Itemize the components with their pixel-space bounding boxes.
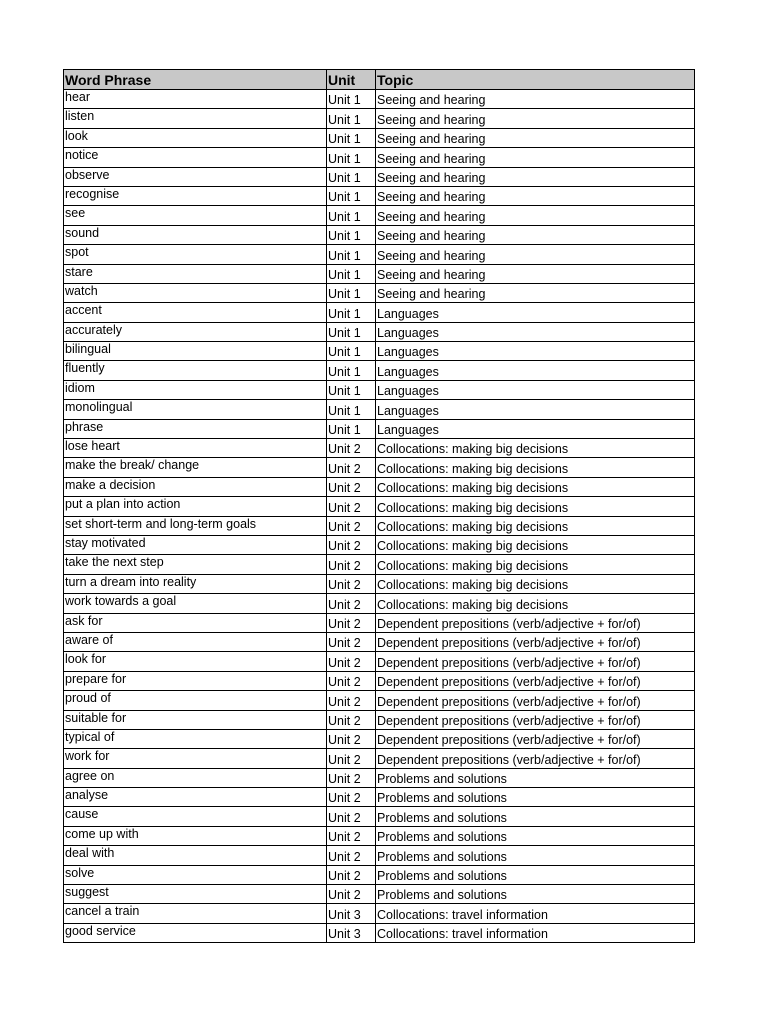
table-row bbox=[64, 206, 695, 225]
word-phrase-cell[interactable]: sound bbox=[64, 225, 327, 244]
unit-cell[interactable]: Unit 2 bbox=[327, 691, 376, 710]
topic-cell[interactable]: Seeing and hearing bbox=[376, 109, 695, 128]
unit-cell[interactable]: Unit 2 bbox=[327, 652, 376, 671]
topic-cell[interactable]: Seeing and hearing bbox=[376, 167, 695, 186]
table-row bbox=[64, 535, 695, 554]
table-row bbox=[64, 186, 695, 205]
topic-cell[interactable]: Dependent prepositions (verb/adjective + for/of) bbox=[376, 632, 695, 651]
topic-cell[interactable]: Problems and solutions bbox=[376, 768, 695, 787]
table-row bbox=[64, 923, 695, 942]
unit-cell[interactable]: Unit 2 bbox=[327, 671, 376, 690]
topic-cell[interactable]: Languages bbox=[376, 361, 695, 380]
word-phrase-cell[interactable]: stare bbox=[64, 264, 327, 283]
word-phrase-cell[interactable]: aware of bbox=[64, 632, 327, 651]
column-header-unit: Unit bbox=[327, 70, 376, 90]
word-phrase-cell[interactable]: accent bbox=[64, 303, 327, 322]
table-row bbox=[64, 497, 695, 516]
topic-cell[interactable]: Problems and solutions bbox=[376, 885, 695, 904]
topic-cell[interactable]: Collocations: making big decisions bbox=[376, 439, 695, 458]
table-row bbox=[64, 710, 695, 729]
table-row bbox=[64, 846, 695, 865]
unit-cell[interactable]: Unit 2 bbox=[327, 768, 376, 787]
column-header-word-phrase: Word Phrase bbox=[64, 70, 327, 90]
word-phrase-cell[interactable]: deal with bbox=[64, 846, 327, 865]
word-phrase-cell[interactable]: make the break/ change bbox=[64, 458, 327, 477]
unit-cell[interactable]: Unit 2 bbox=[327, 885, 376, 904]
unit-cell[interactable]: Unit 2 bbox=[327, 497, 376, 516]
vocabulary-sheet bbox=[63, 69, 694, 943]
topic-cell[interactable]: Languages bbox=[376, 342, 695, 361]
unit-cell[interactable]: Unit 1 bbox=[327, 361, 376, 380]
table-row bbox=[64, 225, 695, 244]
unit-cell[interactable]: Unit 1 bbox=[327, 109, 376, 128]
topic-cell[interactable]: Languages bbox=[376, 400, 695, 419]
word-phrase-cell[interactable]: prepare for bbox=[64, 671, 327, 690]
word-phrase-cell[interactable]: ask for bbox=[64, 613, 327, 632]
unit-cell[interactable]: Unit 1 bbox=[327, 283, 376, 302]
table-row bbox=[64, 613, 695, 632]
header-row bbox=[64, 70, 695, 90]
word-phrase-cell[interactable]: listen bbox=[64, 109, 327, 128]
topic-cell[interactable]: Dependent prepositions (verb/adjective + for/of) bbox=[376, 729, 695, 748]
table-row bbox=[64, 768, 695, 787]
word-phrase-cell[interactable]: spot bbox=[64, 245, 327, 264]
unit-cell[interactable]: Unit 2 bbox=[327, 555, 376, 574]
table-row bbox=[64, 380, 695, 399]
word-phrase-cell[interactable]: proud of bbox=[64, 691, 327, 710]
word-phrase-cell[interactable]: agree on bbox=[64, 768, 327, 787]
topic-cell[interactable]: Dependent prepositions (verb/adjective + for/of) bbox=[376, 710, 695, 729]
unit-cell[interactable]: Unit 1 bbox=[327, 245, 376, 264]
topic-cell[interactable]: Dependent prepositions (verb/adjective + for/of) bbox=[376, 652, 695, 671]
word-phrase-cell[interactable]: accurately bbox=[64, 322, 327, 341]
table-row bbox=[64, 167, 695, 186]
table-row bbox=[64, 245, 695, 264]
table-row bbox=[64, 885, 695, 904]
word-phrase-cell[interactable]: come up with bbox=[64, 826, 327, 845]
unit-cell[interactable]: Unit 2 bbox=[327, 710, 376, 729]
word-phrase-cell[interactable]: idiom bbox=[64, 380, 327, 399]
table-row bbox=[64, 322, 695, 341]
word-phrase-cell[interactable]: bilingual bbox=[64, 342, 327, 361]
topic-cell[interactable]: Problems and solutions bbox=[376, 846, 695, 865]
table-row bbox=[64, 400, 695, 419]
table-body bbox=[64, 90, 695, 943]
unit-cell[interactable]: Unit 3 bbox=[327, 923, 376, 942]
word-phrase-cell[interactable]: observe bbox=[64, 167, 327, 186]
unit-cell[interactable]: Unit 1 bbox=[327, 128, 376, 147]
unit-cell[interactable]: Unit 1 bbox=[327, 186, 376, 205]
unit-cell[interactable]: Unit 1 bbox=[327, 225, 376, 244]
table-row bbox=[64, 516, 695, 535]
word-phrase-cell[interactable]: see bbox=[64, 206, 327, 225]
topic-cell[interactable]: Seeing and hearing bbox=[376, 283, 695, 302]
word-phrase-cell[interactable]: work for bbox=[64, 749, 327, 768]
unit-cell[interactable]: Unit 1 bbox=[327, 342, 376, 361]
table-row bbox=[64, 749, 695, 768]
table-row bbox=[64, 283, 695, 302]
topic-cell[interactable]: Collocations: making big decisions bbox=[376, 497, 695, 516]
topic-cell[interactable]: Languages bbox=[376, 322, 695, 341]
topic-cell[interactable]: Seeing and hearing bbox=[376, 245, 695, 264]
word-phrase-cell[interactable]: suitable for bbox=[64, 710, 327, 729]
topic-cell[interactable]: Problems and solutions bbox=[376, 788, 695, 807]
unit-cell[interactable]: Unit 1 bbox=[327, 206, 376, 225]
table-row bbox=[64, 904, 695, 923]
word-phrase-cell[interactable]: work towards a goal bbox=[64, 594, 327, 613]
unit-cell[interactable]: Unit 2 bbox=[327, 594, 376, 613]
topic-cell[interactable]: Collocations: making big decisions bbox=[376, 555, 695, 574]
unit-cell[interactable]: Unit 2 bbox=[327, 574, 376, 593]
topic-cell[interactable]: Collocations: making big decisions bbox=[376, 574, 695, 593]
word-phrase-cell[interactable]: hear bbox=[64, 90, 327, 109]
word-phrase-cell[interactable]: fluently bbox=[64, 361, 327, 380]
unit-cell[interactable]: Unit 1 bbox=[327, 264, 376, 283]
unit-cell[interactable]: Unit 2 bbox=[327, 846, 376, 865]
table-row bbox=[64, 419, 695, 438]
unit-cell[interactable]: Unit 2 bbox=[327, 749, 376, 768]
table-row bbox=[64, 148, 695, 167]
table-row bbox=[64, 90, 695, 109]
topic-cell[interactable]: Seeing and hearing bbox=[376, 206, 695, 225]
table-row bbox=[64, 439, 695, 458]
word-phrase-cell[interactable]: set short-term and long-term goals bbox=[64, 516, 327, 535]
word-phrase-cell[interactable]: stay motivated bbox=[64, 535, 327, 554]
topic-cell[interactable]: Collocations: making big decisions bbox=[376, 516, 695, 535]
topic-cell[interactable]: Collocations: making big decisions bbox=[376, 594, 695, 613]
unit-cell[interactable]: Unit 2 bbox=[327, 788, 376, 807]
topic-cell[interactable]: Seeing and hearing bbox=[376, 264, 695, 283]
word-phrase-cell[interactable]: monolingual bbox=[64, 400, 327, 419]
word-phrase-cell[interactable]: notice bbox=[64, 148, 327, 167]
table-row bbox=[64, 691, 695, 710]
unit-cell[interactable]: Unit 2 bbox=[327, 516, 376, 535]
word-phrase-cell[interactable]: suggest bbox=[64, 885, 327, 904]
word-phrase-cell[interactable]: look for bbox=[64, 652, 327, 671]
word-phrase-cell[interactable]: watch bbox=[64, 283, 327, 302]
topic-cell[interactable]: Languages bbox=[376, 303, 695, 322]
topic-cell[interactable]: Collocations: making big decisions bbox=[376, 477, 695, 496]
word-phrase-cell[interactable]: lose heart bbox=[64, 439, 327, 458]
word-phrase-cell[interactable]: cancel a train bbox=[64, 904, 327, 923]
table-row bbox=[64, 594, 695, 613]
table-row bbox=[64, 477, 695, 496]
unit-cell[interactable]: Unit 1 bbox=[327, 148, 376, 167]
topic-cell[interactable]: Seeing and hearing bbox=[376, 186, 695, 205]
topic-cell[interactable]: Collocations: making big decisions bbox=[376, 458, 695, 477]
table-row bbox=[64, 729, 695, 748]
table-row bbox=[64, 652, 695, 671]
topic-cell[interactable]: Dependent prepositions (verb/adjective + for/of) bbox=[376, 691, 695, 710]
topic-cell[interactable]: Problems and solutions bbox=[376, 826, 695, 845]
word-phrase-cell[interactable]: make a decision bbox=[64, 477, 327, 496]
unit-cell[interactable]: Unit 1 bbox=[327, 90, 376, 109]
table-row bbox=[64, 303, 695, 322]
topic-cell[interactable]: Problems and solutions bbox=[376, 865, 695, 884]
table-row bbox=[64, 555, 695, 574]
vocabulary-table bbox=[63, 69, 695, 943]
topic-cell[interactable]: Problems and solutions bbox=[376, 807, 695, 826]
table-row bbox=[64, 826, 695, 845]
unit-cell[interactable]: Unit 1 bbox=[327, 419, 376, 438]
table-row bbox=[64, 671, 695, 690]
unit-cell[interactable]: Unit 2 bbox=[327, 826, 376, 845]
topic-cell[interactable]: Dependent prepositions (verb/adjective + for/of) bbox=[376, 613, 695, 632]
table-row bbox=[64, 342, 695, 361]
unit-cell[interactable]: Unit 2 bbox=[327, 613, 376, 632]
topic-cell[interactable]: Collocations: travel information bbox=[376, 923, 695, 942]
word-phrase-cell[interactable]: solve bbox=[64, 865, 327, 884]
word-phrase-cell[interactable]: cause bbox=[64, 807, 327, 826]
table-row bbox=[64, 807, 695, 826]
word-phrase-cell[interactable]: analyse bbox=[64, 788, 327, 807]
unit-cell[interactable]: Unit 2 bbox=[327, 632, 376, 651]
word-phrase-cell[interactable]: turn a dream into reality bbox=[64, 574, 327, 593]
table-row bbox=[64, 458, 695, 477]
table-row bbox=[64, 865, 695, 884]
topic-cell[interactable]: Dependent prepositions (verb/adjective + for/of) bbox=[376, 671, 695, 690]
topic-cell[interactable]: Languages bbox=[376, 380, 695, 399]
unit-cell[interactable]: Unit 2 bbox=[327, 729, 376, 748]
unit-cell[interactable]: Unit 1 bbox=[327, 400, 376, 419]
table-row bbox=[64, 264, 695, 283]
unit-cell[interactable]: Unit 2 bbox=[327, 458, 376, 477]
word-phrase-cell[interactable]: typical of bbox=[64, 729, 327, 748]
unit-cell[interactable]: Unit 3 bbox=[327, 904, 376, 923]
table-row bbox=[64, 361, 695, 380]
unit-cell[interactable]: Unit 2 bbox=[327, 535, 376, 554]
word-phrase-cell[interactable]: good service bbox=[64, 923, 327, 942]
unit-cell[interactable]: Unit 2 bbox=[327, 807, 376, 826]
topic-cell[interactable]: Seeing and hearing bbox=[376, 148, 695, 167]
table-row bbox=[64, 109, 695, 128]
word-phrase-cell[interactable]: put a plan into action bbox=[64, 497, 327, 516]
word-phrase-cell[interactable]: phrase bbox=[64, 419, 327, 438]
topic-cell[interactable]: Collocations: travel information bbox=[376, 904, 695, 923]
word-phrase-cell[interactable]: look bbox=[64, 128, 327, 147]
topic-cell[interactable]: Languages bbox=[376, 419, 695, 438]
topic-cell[interactable]: Seeing and hearing bbox=[376, 225, 695, 244]
unit-cell[interactable]: Unit 2 bbox=[327, 439, 376, 458]
topic-cell[interactable]: Seeing and hearing bbox=[376, 128, 695, 147]
unit-cell[interactable]: Unit 1 bbox=[327, 303, 376, 322]
unit-cell[interactable]: Unit 2 bbox=[327, 477, 376, 496]
word-phrase-cell[interactable]: recognise bbox=[64, 186, 327, 205]
unit-cell[interactable]: Unit 1 bbox=[327, 167, 376, 186]
unit-cell[interactable]: Unit 1 bbox=[327, 380, 376, 399]
table-row bbox=[64, 788, 695, 807]
topic-cell[interactable]: Seeing and hearing bbox=[376, 90, 695, 109]
topic-cell[interactable]: Collocations: making big decisions bbox=[376, 535, 695, 554]
table-row bbox=[64, 574, 695, 593]
table-row bbox=[64, 128, 695, 147]
table-row bbox=[64, 632, 695, 651]
unit-cell[interactable]: Unit 1 bbox=[327, 322, 376, 341]
table-header bbox=[64, 70, 695, 90]
topic-cell[interactable]: Dependent prepositions (verb/adjective + for/of) bbox=[376, 749, 695, 768]
column-header-topic: Topic bbox=[376, 70, 695, 90]
unit-cell[interactable]: Unit 2 bbox=[327, 865, 376, 884]
word-phrase-cell[interactable]: take the next step bbox=[64, 555, 327, 574]
